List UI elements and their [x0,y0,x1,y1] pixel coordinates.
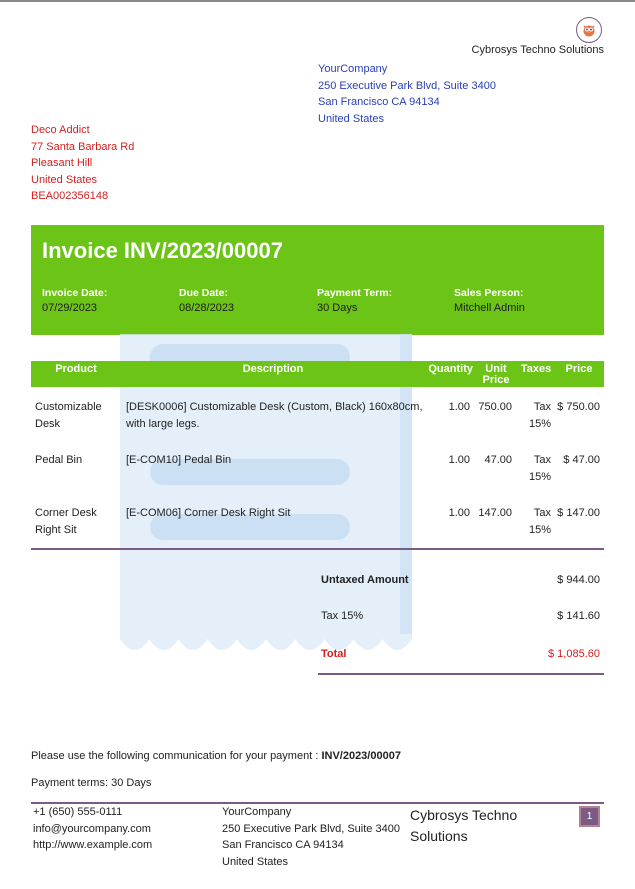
row-product-line: Corner Desk [35,507,97,519]
payment-terms-text: Payment terms: 30 Days [31,777,152,789]
footer-phone: +1 (650) 555-0111 [33,806,123,818]
footer-country: United States [222,855,289,868]
customer-address [31,122,134,205]
untaxed-amount-value: $ 944.00 [557,574,600,586]
invoice-title: Invoice INV/2023/00007 [42,238,283,263]
owl-logo-icon [576,17,602,43]
invoice-lines-header [31,361,604,387]
footer-city: San Francisco CA 94134 [222,839,344,851]
row-tax-line: 15% [528,523,551,536]
company-country: United States [318,112,385,125]
row-taxes [520,505,551,538]
row-tax-line: Tax [533,507,551,519]
row-product-line: Customizable [35,401,102,413]
row-unit-price: 750.00 [478,401,512,413]
footer-brand-line: Solutions [410,828,468,844]
col-unit-price-line2: Price [482,374,510,386]
totals-bottom-rule [318,673,604,675]
customer-ref: BEA002356148 [31,190,109,202]
row-quantity: 1.00 [448,401,470,413]
payment-term: 30 Days [317,302,358,314]
row-product-line: Right Sit [35,523,77,536]
row-product-line: Pedal Bin [35,454,83,466]
row-product [35,399,102,432]
company-city: San Francisco CA 94134 [318,96,440,108]
row-product [35,505,97,538]
row-unit-price: 147.00 [478,507,512,519]
due-date-label: Due Date: [179,287,229,299]
due-date: 08/28/2023 [179,302,235,314]
col-product: Product [55,363,97,375]
invoice-date-label: Invoice Date: [42,287,108,299]
col-unit-price-line1: Unit [485,363,507,375]
col-description: Description [242,363,304,375]
tax-value: $ 141.60 [557,610,600,622]
footer-address [222,804,400,870]
footer-brand-line: Cybrosys Techno [410,807,518,823]
footer-website[interactable]: http://www.example.com [33,839,153,851]
top-border [0,0,635,2]
payment-communication-text: Please use the following communication for your payment : [31,750,322,762]
row-product-line: Desk [35,417,61,430]
row-description: [E-COM10] Pedal Bin [126,454,232,466]
table-bottom-rule [31,548,604,550]
row-quantity: 1.00 [448,454,470,466]
row-description [126,399,423,432]
row-quantity: 1.00 [448,507,470,519]
tax-label: Tax 15% [321,610,364,622]
row-taxes [520,399,551,432]
row-description: [E-COM06] Corner Desk Right Sit [126,507,291,519]
footer-company: YourCompany [222,806,292,818]
row-price: $ 47.00 [563,454,600,466]
salesperson-label: Sales Person: [454,287,524,299]
row-description-line: with large legs. [126,417,200,430]
company-street: 250 Executive Park Blvd, Suite 3400 [318,79,496,92]
customer-country: United States [31,173,98,186]
invoice-date: 07/29/2023 [42,302,98,314]
company-name: YourCompany [318,63,388,75]
col-taxes: Taxes [520,363,552,375]
row-tax-line: 15% [528,417,551,430]
salesperson: Mitchell Admin [454,302,525,314]
row-tax-line: Tax [533,454,551,466]
row-price: $ 147.00 [557,507,600,519]
total-label: Total [321,648,347,660]
total-value: $ 1,085.60 [548,648,600,660]
row-tax-line: 15% [528,470,551,483]
row-description-line: [DESK0006] Customizable Desk (Custom, Black) 160x80cm, [126,401,423,413]
untaxed-amount-label: Untaxed Amount [321,574,409,586]
col-unit-price [479,364,513,386]
col-quantity: Quantity [428,363,473,375]
footer-contact [33,804,152,854]
customer-city: Pleasant Hill [31,157,93,169]
customer-name: Deco Addict [31,124,90,136]
row-product [35,452,82,469]
footer-brand [410,805,517,847]
col-price: Price [565,363,593,375]
header-company-name: Cybrosys Techno Solutions [471,44,604,56]
payment-term-label: Payment Term: [317,287,393,299]
footer-email[interactable]: info@yourcompany.com [33,822,151,835]
customer-street: 77 Santa Barbara Rd [31,140,135,153]
footer-street: 250 Executive Park Blvd, Suite 3400 [222,822,400,835]
payment-reference: INV/2023/00007 [321,750,401,762]
row-price: $ 750.00 [557,401,600,413]
row-taxes [520,452,551,485]
invoice-banner [31,225,604,335]
payment-communication [31,748,401,765]
company-address [318,61,496,127]
row-tax-line: Tax [533,401,551,413]
row-unit-price: 47.00 [484,454,512,466]
page-number-badge: 1 [579,806,600,827]
